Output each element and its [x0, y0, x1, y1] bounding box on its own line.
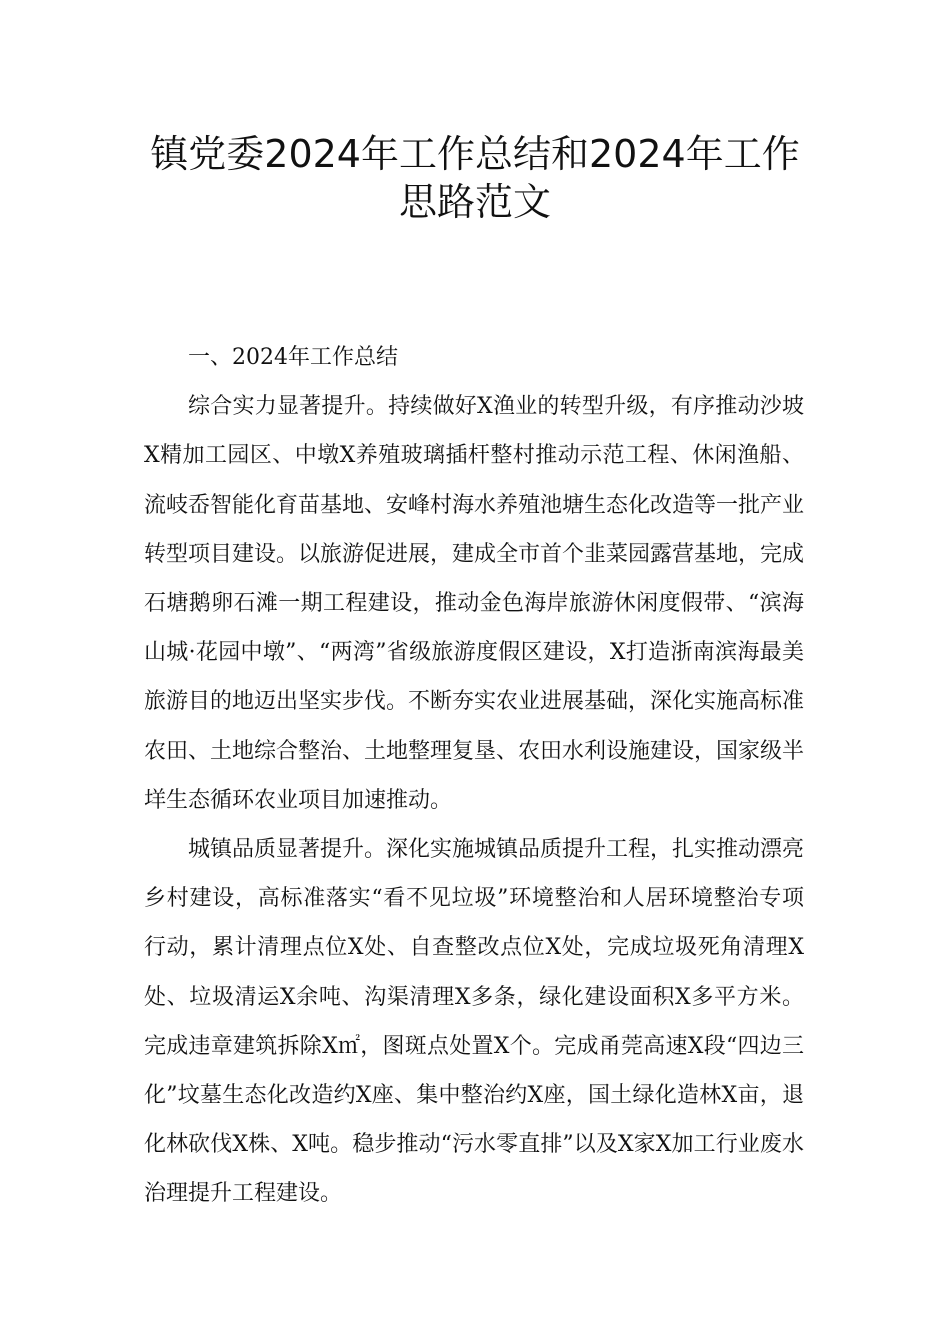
title-line-1: 镇党委2024年工作总结和2024年工作 — [150, 132, 800, 176]
document-body — [144, 333, 804, 1219]
title-line-2: 思路范文 — [398, 180, 551, 224]
paragraph-urban-quality: 城镇品质显著提升。深化实施城镇品质提升工程，扎实推动漂亮乡村建设，高标准落实“看不见垃圾”环境整治和人居环境整治专项行动，累计清理点位X处、自查整改点位X处，完成垃圾死角清理X处、垃圾清运X余吨、沟渠清理X多条，绿化建设面积X多平方米。完成违章建筑拆除X㎡，图斑点处置X个。完成甬莞高速X段“四边三化”坟墓生态化改造约X座、集中整治约X座，国土绿化造林X亩，退化林砍伐X株、X吨。稳步推动“污水零直排”以及X家X加工行业废水治理提升工程建设。 — [144, 837, 805, 1207]
paragraph-economic-strength: 综合实力显著提升。持续做好X渔业的转型升级，有序推动沙坡X精加工园区、中墩X养殖玻璃插杆整村推动示范工程、休闲渔船、流岐岙智能化育苗基地、安峰村海水养殖池塘生态化改造等一批产业转型项目建设。以旅游促进展，建成全市首个韭菜园露营基地，完成石塘鹅卵石滩一期工程建设，推动金色海岸旅游休闲度假带、“滨海山城·花园中墩”、“两湾”省级旅游度假区建设，X打造浙南滨海最美旅游目的地迈出坚实步伐。不断夯实农业进展基础，深化实施高标准农田、土地综合整治、土地整理复垦、农田水利设施建设，国家级半垟生态循环农业项目加速推动。 — [144, 394, 805, 813]
document-title — [120, 130, 830, 226]
section-heading: 一、2024年工作总结 — [188, 345, 398, 370]
